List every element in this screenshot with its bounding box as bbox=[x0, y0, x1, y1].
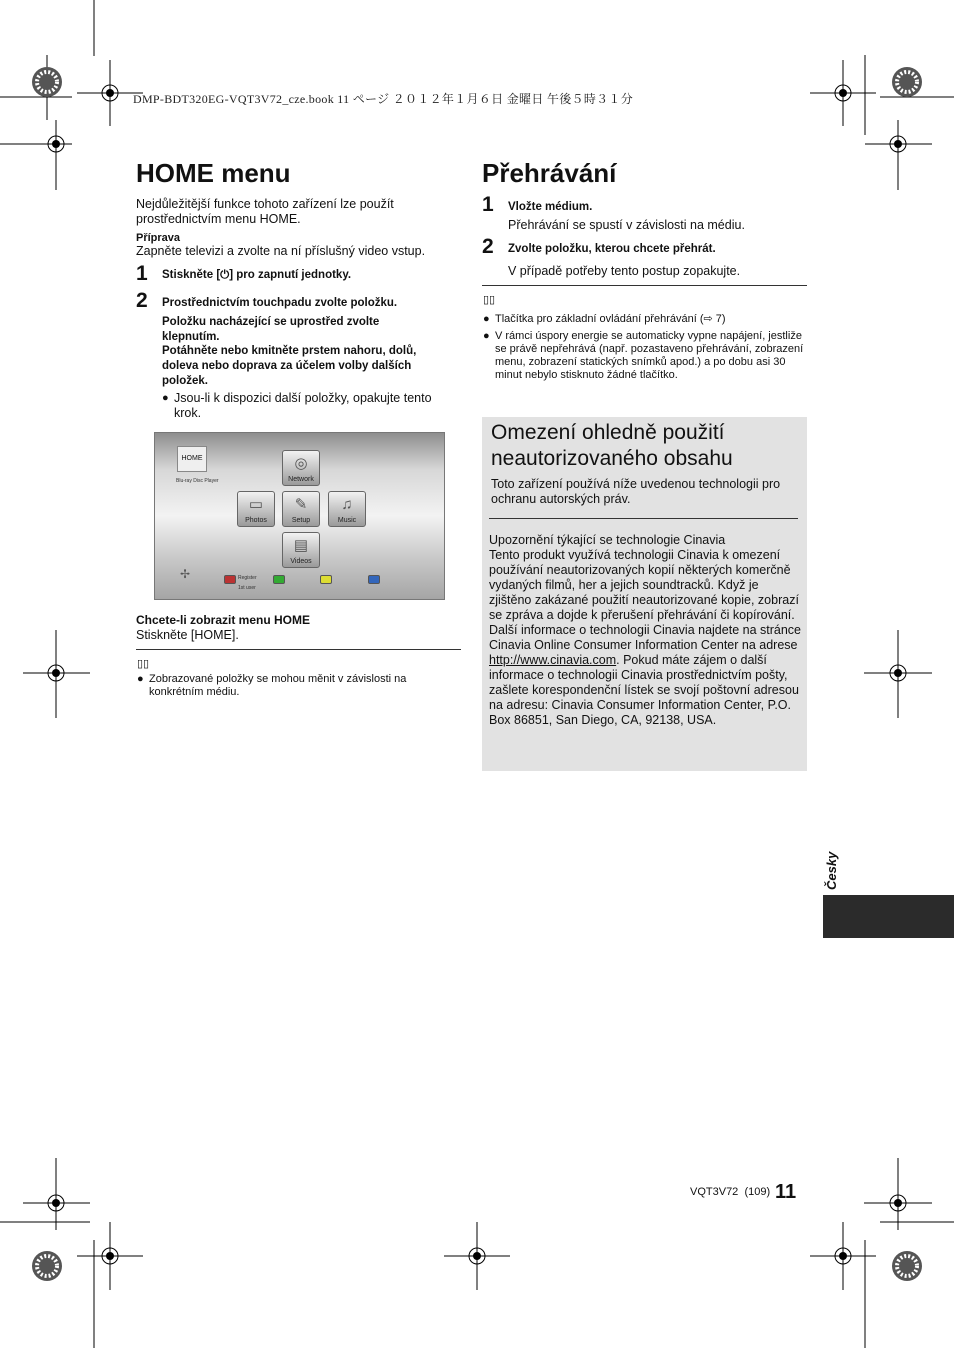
box-divider bbox=[489, 518, 798, 519]
prep-text: Zapněte televizi a zvolte na ní příslušný video vstup. bbox=[136, 244, 426, 258]
tile-photos-label: Photos bbox=[245, 517, 267, 524]
film-icon: ▤ bbox=[293, 537, 309, 554]
tile-videos bbox=[282, 532, 320, 568]
red-key-icon bbox=[224, 575, 236, 584]
register-label: Register bbox=[238, 575, 257, 581]
divider bbox=[136, 649, 461, 650]
tile-network bbox=[282, 450, 320, 486]
left-note-text: Zobrazované položky se mohou měnit v závislosti na konkrétním médiu. bbox=[149, 673, 407, 698]
cinavia-paragraph-1: Tento produkt využívá technologii Cinavia k omezení používání neautorizovaných kopií některých komerčně vydaných filmů, her a jejich soundtracků. Když je zjištěno zakázané použití neautorizované kopie, zobrazí se zpráva a dojde k přerušení přehrávání či kopírování. bbox=[489, 548, 799, 622]
play-step-1-number: 1 bbox=[482, 193, 494, 216]
green-key-icon bbox=[273, 575, 285, 584]
blue-key-icon bbox=[368, 575, 380, 584]
prep-label: Příprava bbox=[136, 232, 181, 244]
cinavia-paragraph-2 bbox=[489, 623, 801, 728]
step-2-sub-1: Položku nacházející se uprostřed zvolte klepnutím. bbox=[162, 316, 380, 343]
cinavia-heading: Upozornění týkající se technologie Cinavia bbox=[489, 533, 726, 547]
step-2-text: Prostřednictvím touchpadu zvolte položku. bbox=[162, 297, 398, 309]
left-note bbox=[137, 673, 437, 699]
play-step-2-text: Zvolte položku, kterou chcete přehrát. bbox=[508, 243, 716, 255]
right-note-1 bbox=[483, 313, 803, 326]
step-1-number: 1 bbox=[136, 262, 148, 285]
step-2-bullet-text: Jsou-li k dispozici další položky, opakujte tento krok. bbox=[174, 391, 432, 420]
cinavia-text-end: . Pokud máte zájem o další informace o technologii Cinavia prostřednictvím pošty, zašlete korespondenční lístek se svojí poštovní adresou na adresu: Cinavia Consumer Information Center, P.O. Box 86851, San Diego, CA, 92138, USA. bbox=[489, 653, 799, 727]
tile-setup-label: Setup bbox=[291, 517, 311, 524]
play-step-1-sub: Přehrávání se spustí v závislosti na médiu. bbox=[508, 218, 745, 232]
home-label: HOME bbox=[177, 446, 207, 472]
note-book-icon: ▯▯ bbox=[483, 294, 496, 306]
music-note-icon: ♫ bbox=[341, 496, 353, 513]
player-subtitle: Blu-ray Disc Player bbox=[176, 478, 219, 484]
bullet-icon: ● bbox=[162, 392, 169, 404]
box-title-line-2: neautorizovaného obsahu bbox=[491, 447, 733, 470]
step-2-bullet bbox=[162, 391, 452, 421]
show-home-text: Stiskněte [HOME]. bbox=[136, 628, 239, 642]
box-intro: Toto zařízení používá níže uvedenou technologii pro ochranu autorských práv. bbox=[491, 477, 781, 506]
play-step-2-sub: V případě potřeby tento postup zopakujte. bbox=[508, 264, 741, 278]
language-tab-bar bbox=[823, 895, 954, 938]
step-2-number: 2 bbox=[136, 289, 148, 312]
cinavia-text-start: Další informace o technologii Cinavia najdete na stránce Cinavia Online Consumer Information Center na adrese bbox=[489, 623, 801, 652]
yellow-key-icon bbox=[320, 575, 332, 584]
tile-network-label: Network bbox=[288, 476, 314, 483]
tile-music bbox=[328, 491, 366, 527]
bullet-icon: ● bbox=[137, 673, 144, 685]
step-2-sub-2: Potáhněte nebo kmitněte prstem nahoru, dolů, doleva nebo doprava za účelem volby dalších položek. bbox=[162, 345, 417, 387]
intro-text: Nejdůležitější funkce tohoto zařízení lze použít prostřednictvím menu HOME. bbox=[136, 197, 394, 226]
folder-icon: ▭ bbox=[248, 496, 264, 513]
footer-code bbox=[690, 1186, 770, 1198]
model-code: VQT3V72 bbox=[690, 1186, 739, 1198]
play-step-2-number: 2 bbox=[482, 235, 494, 258]
home-menu-screenshot bbox=[154, 432, 445, 600]
tile-photos bbox=[237, 491, 275, 527]
page-number: 11 bbox=[775, 1181, 797, 1203]
page-sub-number: (109) bbox=[744, 1186, 771, 1198]
bullet-icon: ● bbox=[483, 313, 490, 325]
bullet-icon: ● bbox=[483, 330, 490, 342]
right-note-2 bbox=[483, 330, 805, 382]
tile-setup bbox=[282, 491, 320, 527]
tools-icon: ✎ bbox=[294, 496, 308, 513]
file-header: DMP-BDT320EG-VQT3V72_cze.book 11 ページ ２０１２年１月６日 金曜日 午後５時３１分 bbox=[133, 92, 634, 106]
page-title: HOME menu bbox=[136, 158, 291, 188]
first-user-label: 1st user bbox=[238, 585, 256, 591]
divider bbox=[482, 285, 807, 286]
navigation-cross-icon: ✢ bbox=[180, 567, 191, 581]
tile-videos-label: Videos bbox=[290, 558, 312, 565]
language-text: Česky bbox=[824, 851, 839, 890]
globe-icon: ◎ bbox=[294, 455, 308, 472]
box-title-line-1: Omezení ohledně použití bbox=[491, 421, 725, 444]
cinavia-box bbox=[482, 417, 807, 771]
right-note-1-text: Tlačítka pro základní ovládání přehrávání (⇨ 7) bbox=[495, 313, 726, 325]
cinavia-text bbox=[489, 533, 801, 728]
cinavia-link[interactable]: http://www.cinavia.com bbox=[489, 653, 617, 667]
tile-music-label: Music bbox=[337, 517, 357, 524]
step-1-text: Stiskněte [⏻] pro zapnutí jednotky. bbox=[162, 269, 352, 281]
note-book-icon: ▯▯ bbox=[137, 658, 150, 670]
play-step-1-text: Vložte médium. bbox=[508, 201, 593, 213]
show-home-label: Chcete-li zobrazit menu HOME bbox=[136, 613, 311, 627]
section-title-playback: Přehrávání bbox=[482, 158, 617, 188]
language-label bbox=[808, 846, 848, 890]
right-note-2-text: V rámci úspory energie se automaticky vypne napájení, jestliže se právě nepřehrává (např. pozastaveno přehrávání, zobrazení menu, zobrazení statických snímků apod.) a po dobu asi 30 minut nebylo stisknuto žádné tlačítko. bbox=[495, 330, 804, 381]
